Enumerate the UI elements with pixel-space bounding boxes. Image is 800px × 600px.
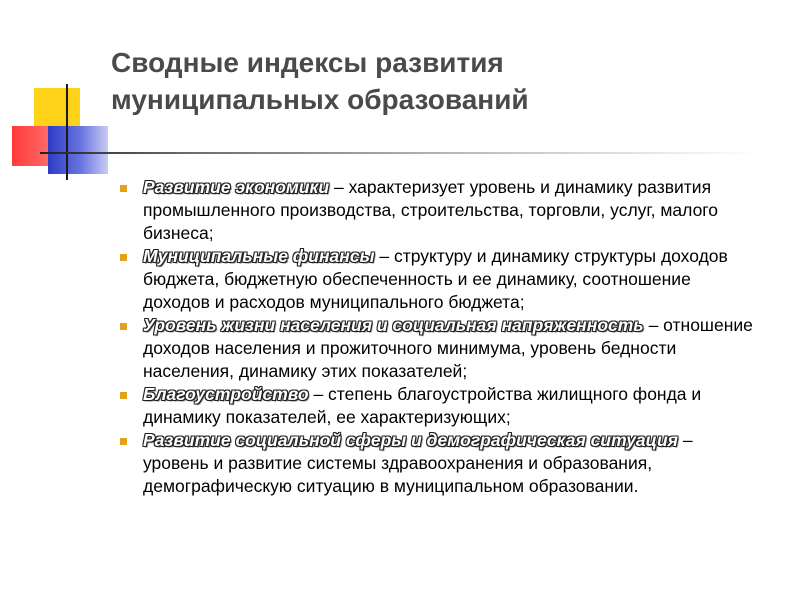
bullet-square-icon — [120, 392, 127, 399]
decor-blue-square — [48, 126, 108, 174]
bullet-text: – структуру и динамику структуры доходов бюджета, бюджетную обеспеченность и ее динамику, соотношение доходов и расходов муниципального бюджета; — [143, 246, 728, 312]
bullet-square-icon — [120, 254, 127, 261]
bullet-term: Уровень жизни населения и социальная напряженность — [143, 315, 644, 335]
bullet-item-economy — [120, 176, 760, 245]
title-underline — [40, 152, 760, 154]
bullet-list — [120, 176, 760, 498]
slide-title-line-2: муниципальных образований — [111, 84, 529, 115]
bullet-text: – степень благоустройства жилищного фонда и динамику показателей, ее характеризующих; — [143, 384, 702, 427]
bullet-square-icon — [120, 185, 127, 192]
bullet-text: – уровень и развитие системы здравоохранения и образования, демографическую ситуацию в муниципальном образовании. — [143, 430, 693, 496]
bullet-text: – отношение доходов населения и прожиточного минимума, уровень бедности населения, динамику этих показателей; — [143, 315, 753, 381]
bullet-term: Развитие социальной сферы и демографическая ситуация — [143, 430, 678, 450]
slide-title — [111, 44, 771, 118]
bullet-square-icon — [120, 438, 127, 445]
bullet-item-living-standard — [120, 314, 760, 383]
bullet-item-social-sphere — [120, 429, 760, 498]
bullet-item-finance — [120, 245, 760, 314]
slide-title-line-1: Сводные индексы развития — [111, 47, 504, 78]
bullet-term: Муниципальные финансы — [143, 246, 375, 266]
bullet-term: Развитие экономики — [143, 177, 330, 197]
decor-vertical-line — [66, 84, 68, 180]
bullet-text: – характеризует уровень и динамику развития промышленного производства, строительства, торговли, услуг, малого бизнеса; — [143, 177, 719, 243]
bullet-term: Благоустройство — [143, 384, 309, 404]
bullet-square-icon — [120, 323, 127, 330]
bullet-item-improvement — [120, 383, 760, 429]
